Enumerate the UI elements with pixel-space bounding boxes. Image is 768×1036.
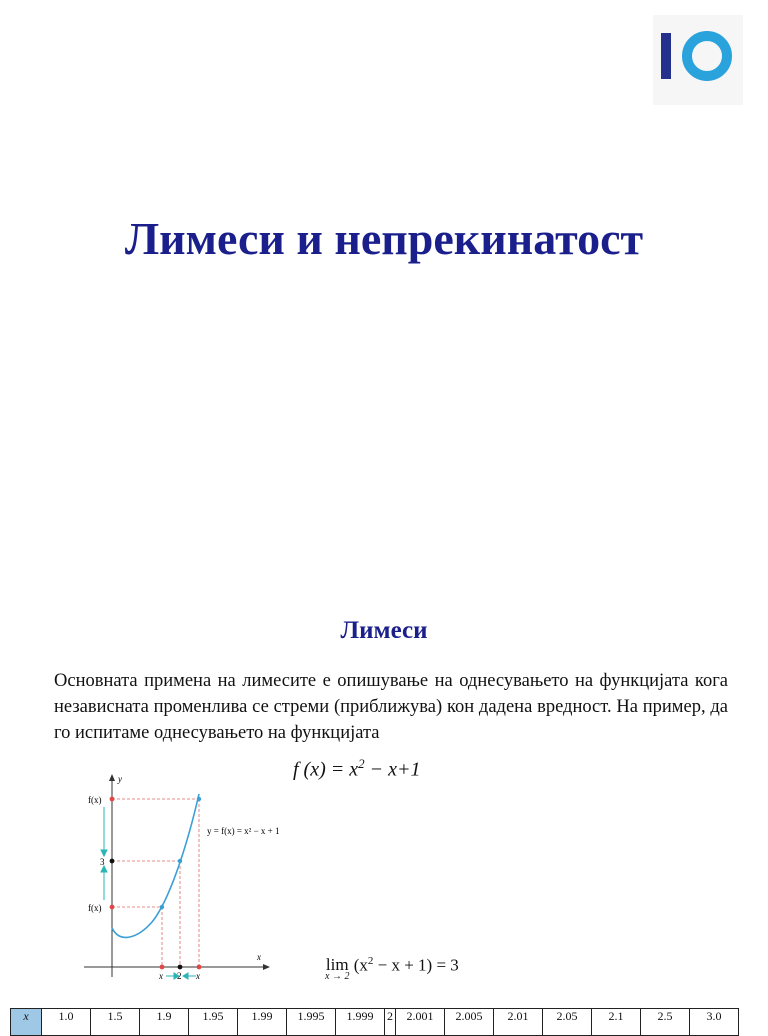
- x-axis-arrow: [263, 964, 270, 970]
- table-row: [11, 1009, 739, 1036]
- curve-point-top: [197, 797, 201, 801]
- table-cell: 1.999: [336, 1009, 385, 1036]
- y-point-low: [110, 905, 115, 910]
- x-tick-left: x: [159, 971, 163, 981]
- table-cell: 1.995: [287, 1009, 336, 1036]
- table-cell: 2: [385, 1009, 396, 1036]
- y-point-top: [110, 797, 115, 802]
- limit-expression: lim x → 2 $(x^2 - x + 1) = 3$: [325, 955, 459, 982]
- x-point-left: [160, 965, 165, 970]
- table-cell: 2.1: [592, 1009, 641, 1036]
- x-point-2: [178, 965, 183, 970]
- table-cell: 2.005: [445, 1009, 494, 1036]
- y-tick-fx-top: f(x): [88, 795, 102, 805]
- logo: [653, 15, 743, 105]
- table-cell: 2.001: [396, 1009, 445, 1036]
- table-cell: 2.05: [543, 1009, 592, 1036]
- table-cell: 1.0: [42, 1009, 91, 1036]
- function-graph: [80, 772, 320, 982]
- y-tick-fx-bottom: f(x): [88, 903, 102, 913]
- curve: [112, 794, 199, 937]
- section-heading: Лимеси: [340, 617, 428, 644]
- io-logo-icon: [653, 15, 743, 105]
- function-formula: f $(x) = x^2 - x+1$: [293, 756, 421, 781]
- y-point-3: [110, 859, 115, 864]
- x-tick-2: 2: [177, 971, 182, 981]
- section-paragraph: Основната примена на лимесите е опишување на однесувањето на функцијата кога независната променлива се стреми (приближува) кон дадена вредност. На пример, да го испитаме однесувањето на функцијата: [54, 671, 728, 743]
- x-arrow-left-head: [183, 973, 188, 979]
- table-head-cell: x: [11, 1009, 42, 1036]
- y-arrow-down-head: [101, 850, 107, 856]
- table-cell: 1.5: [91, 1009, 140, 1036]
- table-cell: 1.95: [189, 1009, 238, 1036]
- y-tick-3: 3: [100, 857, 105, 867]
- x-tick-right: x: [196, 971, 200, 981]
- y-axis-arrow: [109, 774, 115, 781]
- table-cell: 2.5: [641, 1009, 690, 1036]
- page-title: Лимеси и непрекинатост: [124, 213, 644, 264]
- table-cell: 1.99: [238, 1009, 287, 1036]
- values-table: [10, 1008, 739, 1036]
- y-axis-label: y: [118, 774, 122, 784]
- table-cell: 2.01: [494, 1009, 543, 1036]
- table-cell: 3.0: [690, 1009, 739, 1036]
- x-point-right: [197, 965, 202, 970]
- x-axis-label: x: [257, 952, 261, 962]
- curve-point-mid: [178, 859, 182, 863]
- curve-point-low: [160, 905, 164, 909]
- table-cell: 1.9: [140, 1009, 189, 1036]
- curve-label: y = f(x) = x² − x + 1: [207, 826, 280, 836]
